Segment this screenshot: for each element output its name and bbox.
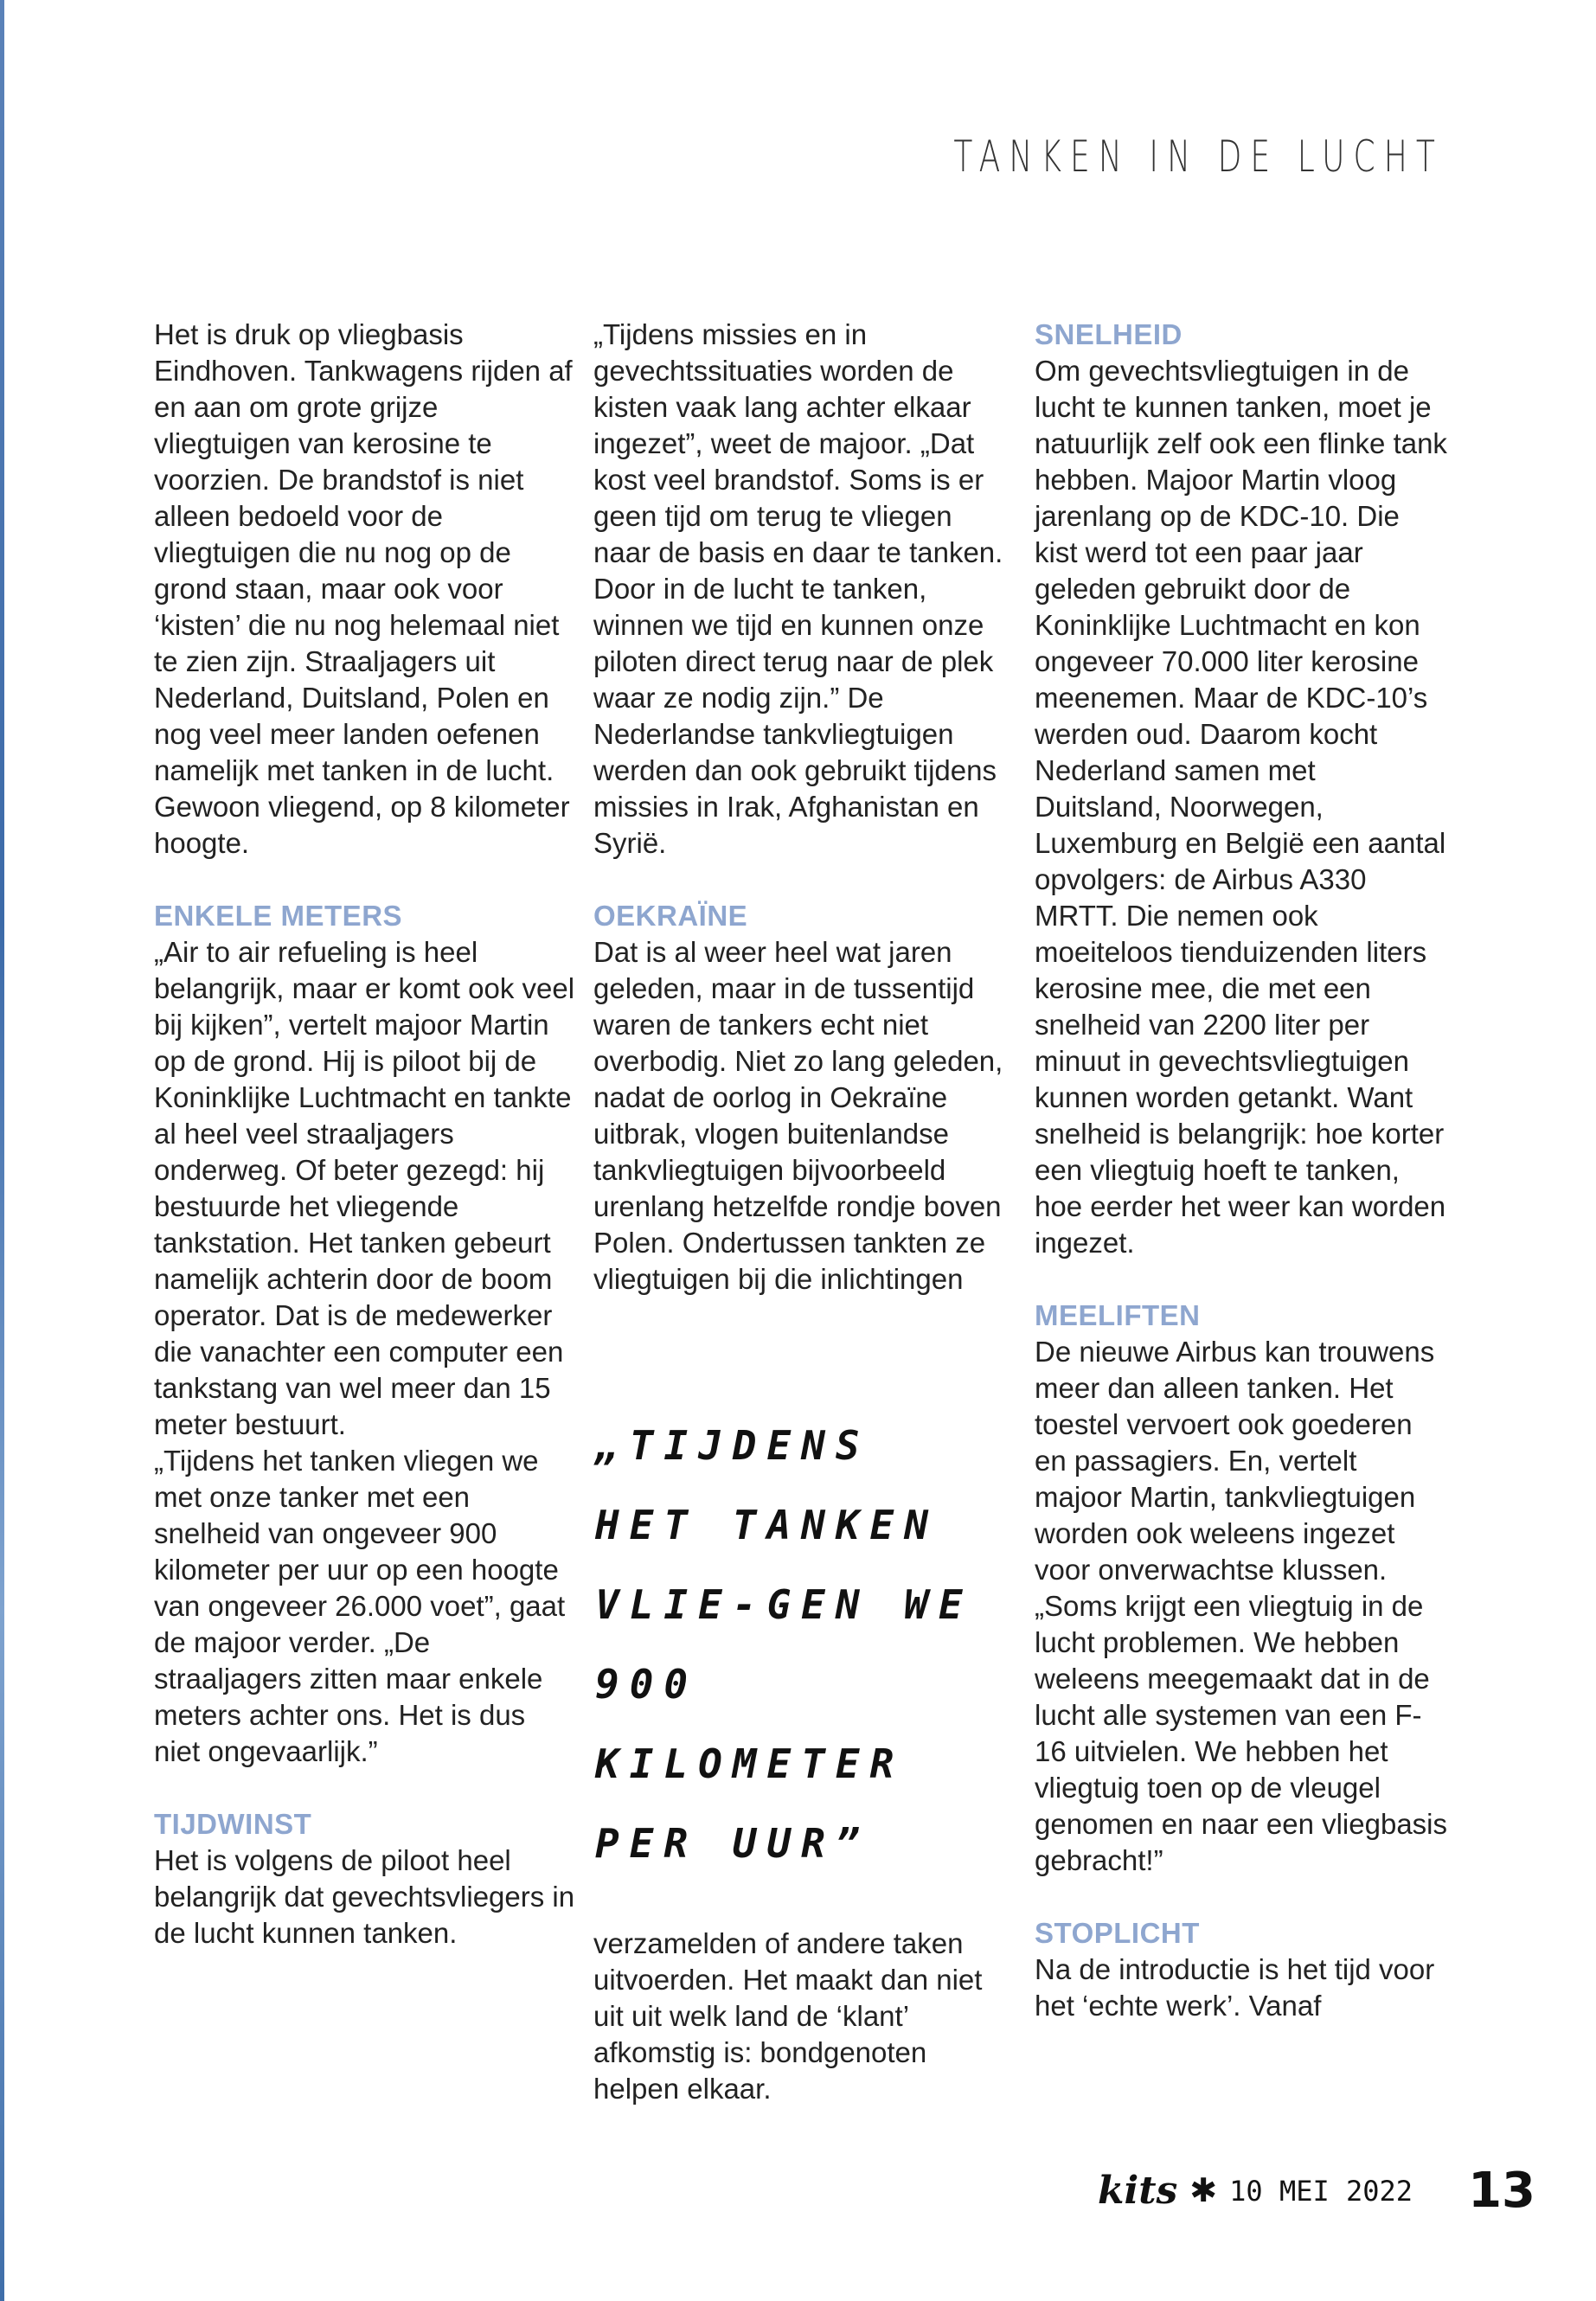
pull-quote: „TIJDENS HET TANKEN VLIE-GEN WE 900 KILOMETER PER UUR” xyxy=(595,1422,973,1867)
paragraph: „Air to air refueling is heel belangrijk, maar er komt ook veel bij kijken”, vertelt majoor Martin op de grond. Hij is piloot bij de Koninklijke Luchtmacht en tankte al heel veel straaljagers onderweg. Of beter gezegd: hij bestuurde het vliegende tankstation. Het tanken gebeurt namelijk achterin door de boom operator. Dat is de medewerker die vanachter een computer een tankstang van wel meer dan 15 meter bestuurt. xyxy=(154,936,575,1440)
asterisk-icon: ✱ xyxy=(1189,2173,1218,2209)
page-number: 13 xyxy=(1468,2163,1535,2219)
intro-paragraph: Het is druk op vliegbasis Eindhoven. Tankwagens rijden af en aan om grote grijze vliegtuigen van kerosine te voorzien. De brandstof is niet alleen bedoeld voor de vliegtuigen die nu nog op de grond staan, maar ook voor ‘kisten’ die nu nog helemaal niet te zien zijn. Straaljagers uit Nederland, Duitsland, Polen en nog veel meer landen oefenen namelijk met tanken in de lucht. Gewoon vliegend, op 8 kilometer hoogte. xyxy=(154,318,573,859)
magazine-logo: kits xyxy=(1098,2169,1178,2213)
heading-enkele-meters: ENKELE METERS xyxy=(154,900,403,932)
column-3 xyxy=(1035,317,1450,2024)
column-1 xyxy=(154,317,578,1952)
page-footer xyxy=(1098,2163,1535,2219)
left-edge-strip xyxy=(0,0,4,2301)
heading-oekraine: OEKRAÏNE xyxy=(593,900,748,932)
heading-stoplicht: STOPLICHT xyxy=(1035,1917,1200,1949)
paragraph: Om gevechtsvliegtuigen in de lucht te kunnen tanken, moet je natuurlijk zelf ook een flinke tank hebben. Majoor Martin vloog jarenlang op de KDC-10. Die kist werd tot een paar jaar geleden gebruikt door de Koninklijke Luchtmacht en kon ongeveer 70.000 liter kerosine meenemen. Maar de KDC-10’s werden oud. Daarom kocht Nederland samen met Duitsland, Noorwegen, Luxemburg en België een aantal opvolgers: de Airbus A330 MRTT. Die nemen ook moeiteloos tienduizenden liters kerosine mee, die met een snelheid van 2200 liter per minuut in gevechtsvliegtuigen kunnen worden getankt. Want snelheid is belangrijk: hoe korter een vliegtuig hoeft te tanken, hoe eerder het weer kan worden ingezet. xyxy=(1035,355,1447,1259)
paragraph: De nieuwe Airbus kan trouwens meer dan alleen tanken. Het toestel vervoert ook goederen en passagiers. En, vertelt majoor Martin, tankvliegtuigen worden ook weleens ingezet voor onverwachtse klussen. „Soms krijgt een vliegtuig in de lucht problemen. We hebben weleens meegemaakt dat in de lucht alle systemen van een F-16 uitvielen. We hebben het vliegtuig toen op de vleugel genomen en naar een vliegbasis gebracht!” xyxy=(1035,1336,1448,1876)
paragraph: verzamelden of andere taken uitvoerden. Het maakt dan niet uit uit welk land de ‘klant’ afkomstig is: bondgenoten helpen elkaar. xyxy=(593,1927,983,2105)
heading-meeliften: MEELIFTEN xyxy=(1035,1299,1201,1331)
heading-snelheid: SNELHEID xyxy=(1035,318,1183,350)
paragraph: Dat is al weer heel wat jaren geleden, maar in de tussentijd waren de tankers echt niet overbodig. Niet zo lang geleden, nadat de oorlog in Oekraïne uitbrak, vlogen buitenlandse tankvliegtuigen bijvoorbeeld urenlang hetzelfde rondje boven Polen. Ondertussen tankten ze vliegtuigen bij die inlichtingen xyxy=(593,936,1003,1295)
column-2-continued xyxy=(593,1926,1017,2107)
issue-date: 10 MEI 2022 xyxy=(1229,2174,1413,2208)
column-2 xyxy=(593,317,1009,1298)
running-head: TANKEN IN DE LUCHT xyxy=(953,131,1444,182)
paragraph: Het is volgens de piloot heel belangrijk dat gevechtsvliegers in de lucht kunnen tanken. xyxy=(154,1844,575,1949)
paragraph: Na de introductie is het tijd voor het ‘echte werk’. Vanaf xyxy=(1035,1953,1435,2022)
paragraph: „Tijdens het tanken vliegen we met onze tanker met een snelheid van ongeveer 900 kilometer per uur op een hoogte van ongeveer 26.000 voet”, gaat de majoor verder. „De straaljagers zitten maar enkele meters achter ons. Het is dus niet ongevaarlijk.” xyxy=(154,1445,566,1767)
heading-tijdwinst: TIJDWINST xyxy=(154,1808,312,1840)
paragraph: „Tijdens missies en in gevechtssituaties worden de kisten vaak lang achter elkaar ingezet”, weet de majoor. „Dat kost veel brandstof. Soms is er geen tijd om terug te vliegen naar de basis en daar te tanken. Door in de lucht te tanken, winnen we tijd en kunnen onze piloten direct terug naar de plek waar ze nodig zijn.” De Nederlandse tankvliegtuigen werden dan ook gebruikt tijdens missies in Irak, Afghanistan en Syrië. xyxy=(593,318,1003,859)
